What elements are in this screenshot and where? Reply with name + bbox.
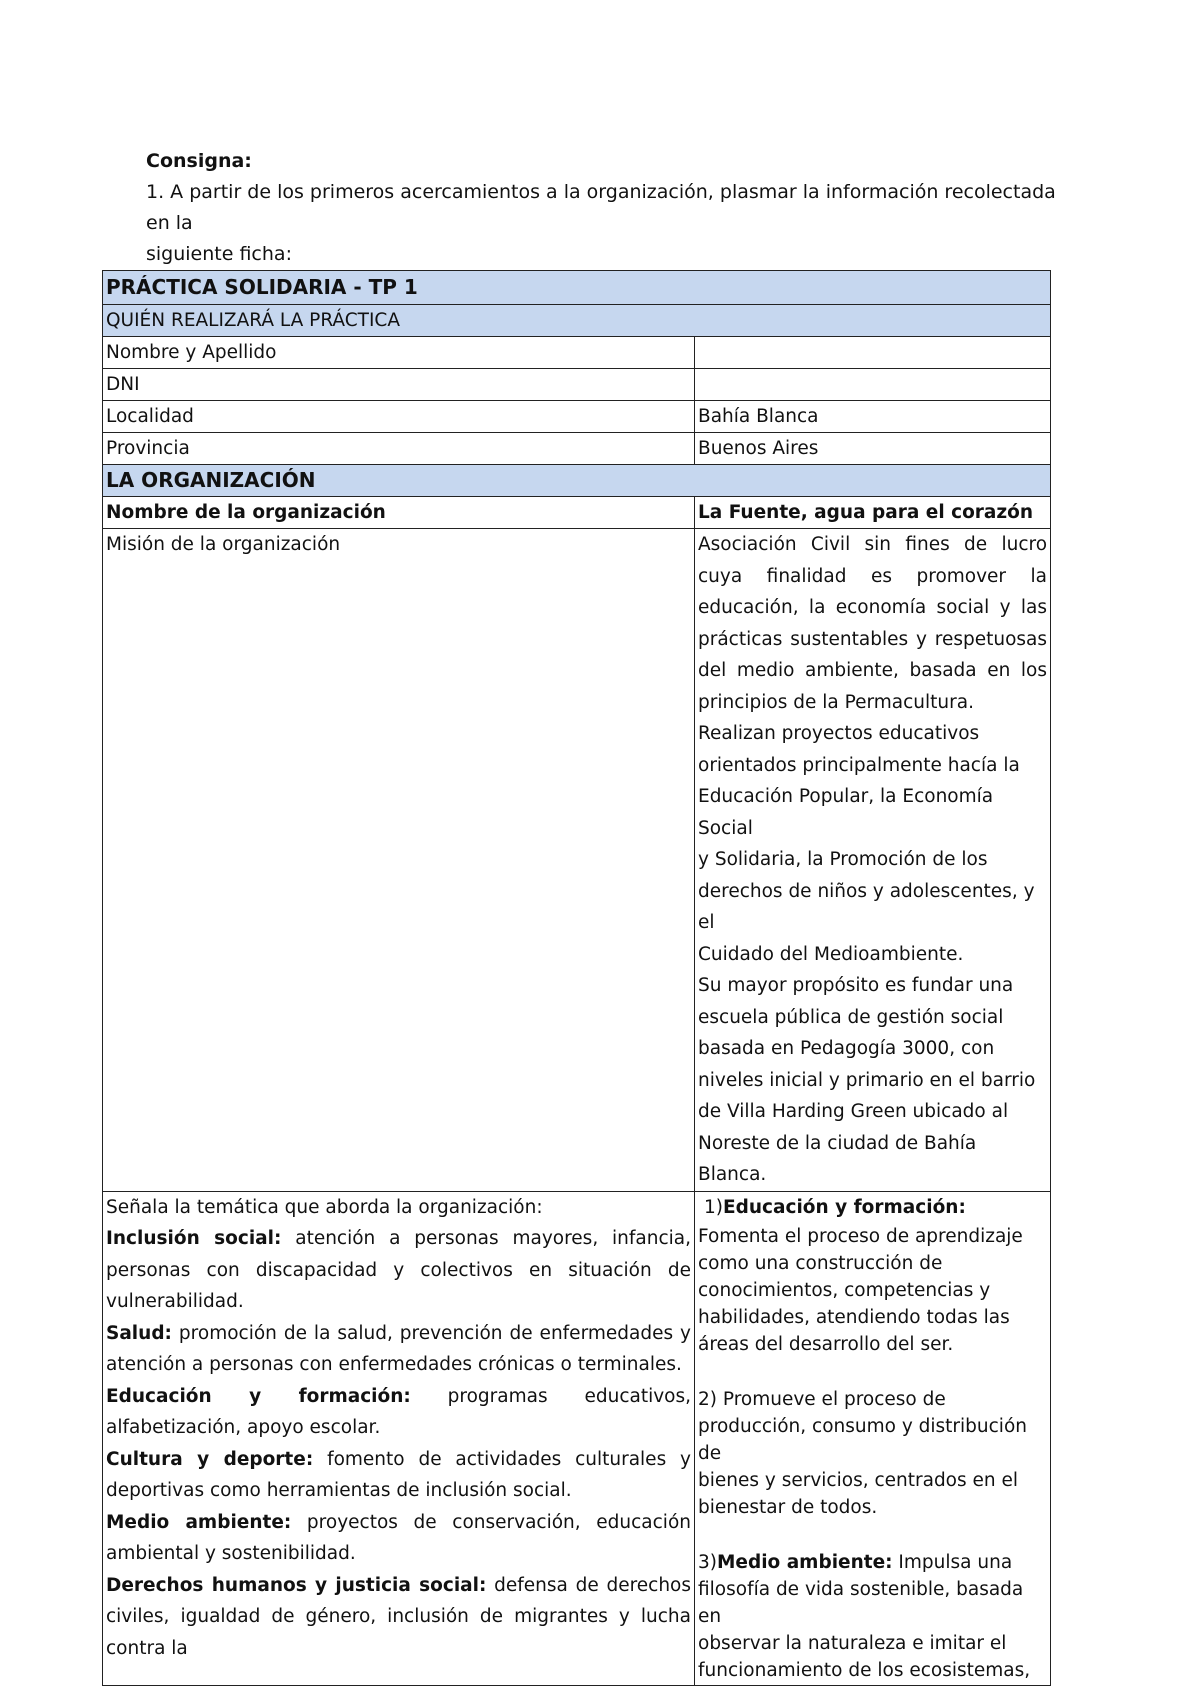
answer-line: observar la naturaleza e imitar el (698, 1633, 1007, 1655)
field-label-name: Nombre y Apellido (103, 337, 695, 369)
mission-row (103, 529, 1051, 1192)
thematic-answer (695, 1191, 1051, 1685)
answer-1-term: Educación y formación: (723, 1196, 966, 1218)
field-value-dni[interactable] (695, 369, 1051, 401)
thematic-text: fomento de actividades culturales y deportivas como herramientas de inclusión social. (106, 1448, 691, 1501)
thematic-term: Inclusión social: (106, 1228, 282, 1249)
instructions-line-2: siguiente ficha: (146, 243, 292, 265)
thematic-item (106, 1570, 691, 1665)
table-row (103, 401, 1051, 433)
field-value-province[interactable]: Buenos Aires (695, 433, 1051, 465)
answer-line: Fomenta el proceso de aprendizaje (698, 1225, 1023, 1247)
thematic-prompt (103, 1191, 695, 1685)
thematic-text: programas educativos, alfabetización, apoyo escolar. (106, 1385, 691, 1438)
thematic-term: Medio ambiente: (106, 1511, 292, 1533)
answer-line: producción, consumo y distribución de (698, 1415, 1027, 1464)
practice-form-table (102, 270, 1051, 1686)
field-value-name[interactable] (695, 337, 1051, 369)
table-title: PRÁCTICA SOLIDARIA - TP 1 (103, 271, 1051, 305)
answer-line: habilidades, atendiendo todas las (698, 1307, 1010, 1329)
instructions-line-1: 1. A partir de los primeros acercamientos a la organización, plasmar la información recolectada en la (146, 181, 1056, 234)
table-title-row (103, 271, 1051, 305)
thematic-item (106, 1507, 691, 1570)
answer-gap (698, 1359, 1047, 1386)
field-value-locality[interactable]: Bahía Blanca (695, 401, 1051, 433)
mission-label: Misión de la organización (103, 529, 695, 1192)
mission-line: escuela pública de gestión social (698, 1006, 1004, 1028)
field-label-locality: Localidad (103, 401, 695, 433)
answer-line: funcionamiento de los ecosistemas, (698, 1660, 1031, 1682)
answer-line: 2) Promueve el proceso de (698, 1388, 946, 1410)
answer-1-number: 1) (704, 1196, 723, 1218)
answer-3-number: 3) (698, 1551, 717, 1573)
thematic-term: Salud: (106, 1322, 172, 1344)
mission-line: niveles inicial y primario en el barrio (698, 1069, 1036, 1091)
answer-line: filosofía de vida sostenible, basada en (698, 1578, 1024, 1627)
answer-line: conocimientos, competencias y (698, 1279, 991, 1301)
answer-line: bienestar de todos. (698, 1497, 878, 1519)
thematic-text: atención a personas mayores, infancia, personas con discapacidad y colectivos en situación de vulnerabilidad. (106, 1228, 691, 1312)
org-name-label: Nombre de la organización (103, 497, 695, 529)
mission-line: Su mayor propósito es fundar una (698, 975, 1014, 996)
thematic-term: Cultura y deporte: (106, 1448, 314, 1470)
thematic-item (106, 1381, 691, 1444)
mission-line: Noreste de la ciudad de Bahía Blanca. (698, 1132, 977, 1185)
mission-line: derechos de niños y adolescentes, y el (698, 880, 1035, 933)
mission-line: Educación Popular, la Economía Social (698, 786, 994, 839)
mission-paragraph-1: Asociación Civil sin fines de lucro cuya finalidad es promover la educación, la economía social y las prácticas sustentables y respetuosas del medio ambiente, basada en los principios de la Permacultura. (698, 534, 1048, 713)
mission-line: basada en Pedagogía 3000, con (698, 1038, 995, 1059)
mission-value (695, 529, 1051, 1192)
section-who-row (103, 305, 1051, 337)
field-label-province: Provincia (103, 433, 695, 465)
answer-3-term: Medio ambiente: (717, 1551, 893, 1573)
thematic-text: defensa de derechos civiles, igualdad de género, inclusión de migrantes y lucha contra la (106, 1574, 692, 1659)
field-label-dni: DNI (103, 369, 695, 401)
mission-line: de Villa Harding Green ubicado al (698, 1101, 1009, 1122)
table-row (103, 433, 1051, 465)
section-org-header: LA ORGANIZACIÓN (103, 465, 1051, 497)
thematic-term: Educación y formación: (106, 1385, 411, 1407)
thematic-intro: Señala la temática que aborda la organización: (106, 1196, 543, 1218)
answer-line: como una construcción de (698, 1252, 943, 1274)
answer-3-text: Impulsa una (892, 1551, 1013, 1573)
mission-line: orientados principalmente hacía la (698, 754, 1020, 776)
thematic-item (106, 1223, 691, 1318)
answer-gap (698, 1522, 1047, 1549)
instructions-heading: Consigna: (146, 150, 252, 172)
section-org-row (103, 465, 1051, 497)
thematic-row (103, 1191, 1051, 1685)
answer-line: áreas del desarrollo del ser. (698, 1334, 954, 1356)
table-row (103, 497, 1051, 529)
thematic-item (106, 1318, 691, 1381)
org-name-value: La Fuente, agua para el corazón (695, 497, 1051, 529)
thematic-text: proyectos de conservación, educación ambiental y sostenibilidad. (106, 1511, 691, 1564)
thematic-text: promoción de la salud, prevención de enfermedades y atención a personas con enfermedades crónicas o terminales. (106, 1322, 691, 1375)
thematic-term: Derechos humanos y justicia social: (106, 1574, 487, 1596)
mission-line: Cuidado del Medioambiente. (698, 943, 964, 965)
answer-line: bienes y servicios, centrados en el (698, 1470, 1019, 1492)
table-row (103, 337, 1051, 369)
thematic-item (106, 1444, 691, 1507)
instructions (146, 146, 1066, 270)
mission-line: Realizan proyectos educativos (698, 723, 980, 744)
table-row (103, 369, 1051, 401)
mission-line: y Solidaria, la Promoción de los (698, 849, 988, 870)
section-who-header: QUIÉN REALIZARÁ LA PRÁCTICA (103, 305, 1051, 337)
